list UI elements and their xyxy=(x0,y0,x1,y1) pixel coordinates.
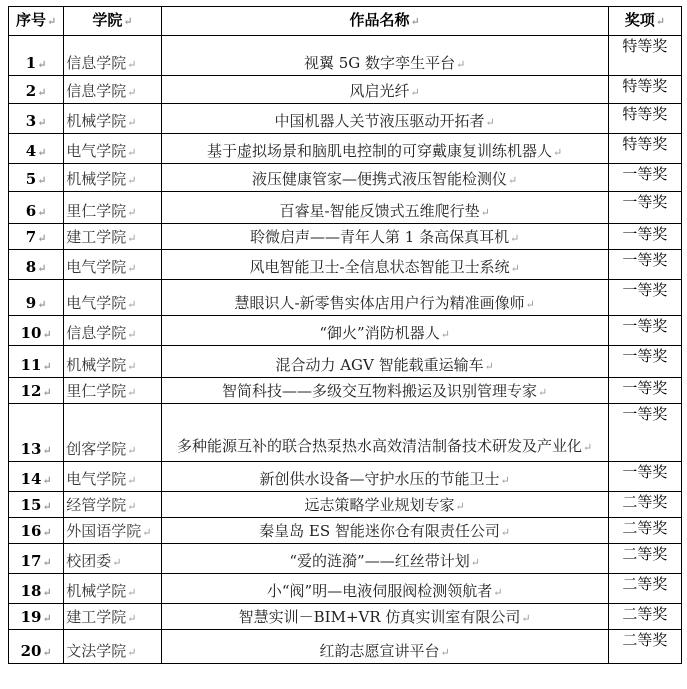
header-award xyxy=(608,7,681,36)
row-work-title: 聆微启声——青年人第 1 条高保真耳机 xyxy=(249,228,510,246)
row-number: 1 xyxy=(25,54,37,72)
paragraph-mark: ↵ xyxy=(127,500,137,513)
row-work-title: 远志策略学业规划专家 xyxy=(304,496,455,514)
table-row xyxy=(9,76,682,104)
row-number-cell xyxy=(9,604,64,630)
row-award: 二等奖 xyxy=(622,631,668,649)
row-award: 一等奖 xyxy=(622,347,668,365)
row-college-cell xyxy=(64,76,161,104)
header-work xyxy=(161,7,608,36)
row-college: 校团委 xyxy=(66,552,112,570)
paragraph-mark: ↵ xyxy=(127,86,137,99)
row-award-cell xyxy=(608,544,681,574)
row-number: 13 xyxy=(20,440,42,458)
paragraph-mark: ↵ xyxy=(42,586,52,599)
row-work-title: 慧眼识人-新零售实体店用户行为精准画像师 xyxy=(234,294,525,312)
row-number: 2 xyxy=(25,82,37,100)
paragraph-mark: ↵ xyxy=(440,328,450,341)
row-number: 3 xyxy=(25,112,37,130)
row-college: 机械学院 xyxy=(66,356,127,374)
row-number: 8 xyxy=(25,258,37,276)
header-college xyxy=(64,7,161,36)
paragraph-mark: ↵ xyxy=(42,646,52,659)
row-college: 电气学院 xyxy=(66,142,127,160)
row-number: 17 xyxy=(20,552,42,570)
paragraph-mark: ↵ xyxy=(127,174,137,187)
table-row xyxy=(9,544,682,574)
row-number-cell xyxy=(9,192,64,224)
row-number-cell xyxy=(9,346,64,378)
row-number: 20 xyxy=(20,642,42,660)
row-award: 一等奖 xyxy=(622,317,668,335)
row-work-title-cell xyxy=(161,134,608,164)
row-work-title: 风启光纤 xyxy=(349,82,410,100)
row-number-cell xyxy=(9,250,64,280)
row-award-cell xyxy=(608,76,681,104)
paragraph-mark: ↵ xyxy=(37,86,47,99)
row-award-cell xyxy=(608,378,681,404)
row-college: 建工学院 xyxy=(66,228,127,246)
row-work-title: 百睿星-智能反馈式五维爬行垫 xyxy=(279,202,480,220)
row-award: 一等奖 xyxy=(622,193,668,211)
table-row xyxy=(9,134,682,164)
paragraph-mark: ↵ xyxy=(37,206,47,219)
row-number: 5 xyxy=(25,170,37,188)
paragraph-mark: ↵ xyxy=(553,146,563,159)
paragraph-mark: ↵ xyxy=(480,206,490,219)
table-row xyxy=(9,462,682,492)
paragraph-mark: ↵ xyxy=(410,15,420,28)
row-number: 12 xyxy=(20,382,42,400)
paragraph-mark: ↵ xyxy=(127,386,137,399)
row-work-title: 风电智能卫士-全信息状态智能卫士系统 xyxy=(249,258,510,276)
paragraph-mark: ↵ xyxy=(521,612,531,625)
row-number-cell xyxy=(9,404,64,462)
table-row xyxy=(9,250,682,280)
row-number-cell xyxy=(9,492,64,518)
paragraph-mark: ↵ xyxy=(583,441,593,454)
row-college: 建工学院 xyxy=(66,608,127,626)
row-number-cell xyxy=(9,134,64,164)
row-college-cell xyxy=(64,604,161,630)
row-college: 电气学院 xyxy=(66,294,127,312)
paragraph-mark: ↵ xyxy=(127,646,137,659)
paragraph-mark: ↵ xyxy=(655,15,665,28)
paragraph-mark: ↵ xyxy=(37,298,47,311)
row-work-title-cell xyxy=(161,630,608,664)
table-row xyxy=(9,224,682,250)
row-award-cell xyxy=(608,134,681,164)
paragraph-mark: ↵ xyxy=(500,526,511,539)
row-number-cell xyxy=(9,164,64,192)
row-number-cell xyxy=(9,630,64,664)
row-work-title: 红韵志愿宣讲平台 xyxy=(319,642,440,660)
paragraph-mark: ↵ xyxy=(127,146,137,159)
row-college: 电气学院 xyxy=(66,470,127,488)
row-college: 信息学院 xyxy=(66,54,127,72)
paragraph-mark: ↵ xyxy=(127,474,137,487)
row-number: 10 xyxy=(20,324,42,342)
table-row xyxy=(9,574,682,604)
row-award-cell xyxy=(608,492,681,518)
paragraph-mark: ↵ xyxy=(127,298,137,311)
row-work-title: 智简科技——多级交互物料搬运及识别管理专家 xyxy=(222,382,538,400)
table-row xyxy=(9,192,682,224)
table-row xyxy=(9,346,682,378)
paragraph-mark: ↵ xyxy=(127,116,137,129)
row-number: 4 xyxy=(25,142,37,160)
row-work-title-cell xyxy=(161,462,608,492)
row-college: 信息学院 xyxy=(66,82,127,100)
row-award-cell xyxy=(608,462,681,492)
paragraph-mark: ↵ xyxy=(525,298,535,311)
row-work-title: “爱的涟漪”——红丝带计划 xyxy=(289,552,470,570)
paragraph-mark: ↵ xyxy=(112,556,122,569)
row-college-cell xyxy=(64,544,161,574)
row-work-title-cell xyxy=(161,104,608,134)
row-work-title-cell xyxy=(161,492,608,518)
row-number-cell xyxy=(9,76,64,104)
row-college-cell xyxy=(64,404,161,462)
row-award: 二等奖 xyxy=(622,545,668,563)
row-number: 16 xyxy=(20,522,42,540)
row-award-cell xyxy=(608,280,681,316)
header-row xyxy=(9,7,682,36)
row-award: 特等奖 xyxy=(622,77,668,95)
row-award: 一等奖 xyxy=(622,463,668,481)
row-award: 特等奖 xyxy=(622,135,668,153)
paragraph-mark: ↵ xyxy=(127,586,137,599)
row-award-cell xyxy=(608,192,681,224)
row-college-cell xyxy=(64,164,161,192)
row-award: 一等奖 xyxy=(622,281,668,299)
paragraph-mark: ↵ xyxy=(42,500,52,513)
table-row xyxy=(9,280,682,316)
row-award-cell xyxy=(608,104,681,134)
paragraph-mark: ↵ xyxy=(42,444,52,457)
table-row xyxy=(9,404,682,462)
row-work-title-cell xyxy=(161,378,608,404)
paragraph-mark: ↵ xyxy=(455,500,465,513)
row-work-title-cell xyxy=(161,164,608,192)
row-college-cell xyxy=(64,574,161,604)
paragraph-mark: ↵ xyxy=(42,526,52,539)
paragraph-mark: ↵ xyxy=(42,360,52,373)
paragraph-mark: ↵ xyxy=(37,58,47,71)
paragraph-mark: ↵ xyxy=(510,262,520,275)
row-award: 二等奖 xyxy=(622,605,668,623)
row-number-cell xyxy=(9,518,64,544)
paragraph-mark: ↵ xyxy=(123,15,133,28)
row-work-title: 秦皇岛 ES 智能迷你仓有限责任公司 xyxy=(259,522,500,540)
row-work-title-cell xyxy=(161,544,608,574)
row-college: 机械学院 xyxy=(66,112,127,130)
paragraph-mark: ↵ xyxy=(42,386,52,399)
header-work-label: 作品名称 xyxy=(349,11,410,29)
row-college-cell xyxy=(64,378,161,404)
paragraph-mark: ↵ xyxy=(37,146,47,159)
row-award-cell xyxy=(608,250,681,280)
header-no xyxy=(9,7,64,36)
row-award: 一等奖 xyxy=(622,379,668,397)
paragraph-mark: ↵ xyxy=(493,586,503,599)
row-award: 二等奖 xyxy=(622,575,668,593)
row-number: 15 xyxy=(20,496,42,514)
row-work-title: “御火”消防机器人 xyxy=(319,324,440,342)
row-award-cell xyxy=(608,346,681,378)
paragraph-mark: ↵ xyxy=(485,116,495,129)
row-college-cell xyxy=(64,630,161,664)
row-work-title-cell xyxy=(161,346,608,378)
row-work-title-cell xyxy=(161,280,608,316)
paragraph-mark: ↵ xyxy=(538,386,548,399)
row-award: 一等奖 xyxy=(622,251,668,269)
row-number-cell xyxy=(9,224,64,250)
table-row xyxy=(9,36,682,76)
paragraph-mark: ↵ xyxy=(37,116,47,129)
paragraph-mark: ↵ xyxy=(456,58,466,71)
paragraph-mark: ↵ xyxy=(127,58,137,71)
paragraph-mark: ↵ xyxy=(47,15,57,28)
table-row xyxy=(9,630,682,664)
row-award-cell xyxy=(608,574,681,604)
paragraph-mark: ↵ xyxy=(42,612,52,625)
row-work-title-cell xyxy=(161,76,608,104)
paragraph-mark: ↵ xyxy=(127,262,137,275)
row-number-cell xyxy=(9,104,64,134)
paragraph-mark: ↵ xyxy=(127,232,137,245)
row-college-cell xyxy=(64,224,161,250)
awards-table-body xyxy=(9,36,682,664)
paragraph-mark: ↵ xyxy=(37,262,47,275)
row-college-cell xyxy=(64,104,161,134)
paragraph-mark: ↵ xyxy=(42,556,52,569)
row-award-cell xyxy=(608,604,681,630)
row-award: 一等奖 xyxy=(622,225,668,243)
row-college: 里仁学院 xyxy=(66,202,127,220)
row-number-cell xyxy=(9,462,64,492)
row-college: 机械学院 xyxy=(66,582,127,600)
row-number: 19 xyxy=(20,608,42,626)
row-college: 机械学院 xyxy=(66,170,127,188)
row-award-cell xyxy=(608,164,681,192)
row-number: 6 xyxy=(25,202,37,220)
row-work-title: 视翼 5G 数字孪生平台 xyxy=(304,54,456,72)
row-work-title: 智慧实训－BIM+VR 仿真实训室有限公司 xyxy=(238,608,521,626)
header-no-label: 序号 xyxy=(16,11,47,29)
row-number: 18 xyxy=(20,582,42,600)
table-row xyxy=(9,378,682,404)
paragraph-mark: ↵ xyxy=(440,646,450,659)
paragraph-mark: ↵ xyxy=(127,360,137,373)
header-award-label: 奖项 xyxy=(624,11,655,29)
row-number-cell xyxy=(9,378,64,404)
table-row xyxy=(9,604,682,630)
row-work-title-cell xyxy=(161,404,608,462)
row-college: 电气学院 xyxy=(66,258,127,276)
table-row xyxy=(9,164,682,192)
row-college-cell xyxy=(64,192,161,224)
row-college-cell xyxy=(64,280,161,316)
row-work-title-cell xyxy=(161,192,608,224)
row-work-title-cell xyxy=(161,36,608,76)
paragraph-mark: ↵ xyxy=(410,86,420,99)
row-award-cell xyxy=(608,404,681,462)
row-number-cell xyxy=(9,316,64,346)
row-award: 特等奖 xyxy=(622,37,668,55)
row-work-title: 小“阀”明—电液伺服阀检测领航者 xyxy=(266,582,493,600)
row-college: 创客学院 xyxy=(66,440,127,458)
row-award-cell xyxy=(608,224,681,250)
paragraph-mark: ↵ xyxy=(37,232,47,245)
row-number-cell xyxy=(9,36,64,76)
header-college-label: 学院 xyxy=(92,11,123,29)
row-college: 里仁学院 xyxy=(66,382,127,400)
row-college-cell xyxy=(64,36,161,76)
row-work-title-cell xyxy=(161,316,608,346)
table-row xyxy=(9,492,682,518)
awards-table-container xyxy=(8,6,682,664)
row-work-title-cell xyxy=(161,604,608,630)
paragraph-mark: ↵ xyxy=(127,612,137,625)
row-work-title: 混合动力 AGV 智能载重运输车 xyxy=(275,356,484,374)
row-award-cell xyxy=(608,36,681,76)
row-award-cell xyxy=(608,316,681,346)
row-college-cell xyxy=(64,492,161,518)
row-college: 外国语学院 xyxy=(66,522,142,540)
row-work-title-cell xyxy=(161,574,608,604)
row-award-cell xyxy=(608,630,681,664)
row-work-title: 液压健康管家—便携式液压智能检测仪 xyxy=(252,170,508,188)
row-award: 一等奖 xyxy=(622,405,668,423)
row-award: 特等奖 xyxy=(622,105,668,123)
paragraph-mark: ↵ xyxy=(470,556,480,569)
paragraph-mark: ↵ xyxy=(127,328,137,341)
awards-table xyxy=(8,6,682,664)
row-work-title-cell xyxy=(161,250,608,280)
row-award: 二等奖 xyxy=(622,493,668,511)
paragraph-mark: ↵ xyxy=(127,206,137,219)
table-row xyxy=(9,104,682,134)
row-work-title-cell xyxy=(161,224,608,250)
row-college-cell xyxy=(64,346,161,378)
paragraph-mark: ↵ xyxy=(42,328,52,341)
row-award-cell xyxy=(608,518,681,544)
row-college: 信息学院 xyxy=(66,324,127,342)
row-number-cell xyxy=(9,544,64,574)
row-work-title-cell xyxy=(161,518,608,544)
row-number: 7 xyxy=(25,228,37,246)
row-college-cell xyxy=(64,250,161,280)
row-college-cell xyxy=(64,518,161,544)
table-row xyxy=(9,518,682,544)
paragraph-mark: ↵ xyxy=(142,526,152,539)
row-award: 二等奖 xyxy=(622,519,668,537)
table-row xyxy=(9,316,682,346)
row-college-cell xyxy=(64,462,161,492)
paragraph-mark: ↵ xyxy=(500,474,510,487)
row-work-title: 基于虚拟场景和脑肌电控制的可穿戴康复训练机器人 xyxy=(207,142,553,160)
row-number: 11 xyxy=(20,356,42,374)
row-college-cell xyxy=(64,316,161,346)
row-award: 一等奖 xyxy=(622,165,668,183)
row-number-cell xyxy=(9,280,64,316)
row-work-title: 新创供水设备—守护水压的节能卫士 xyxy=(259,470,500,488)
row-college: 文法学院 xyxy=(66,642,127,660)
row-work-title: 多种能源互补的联合热泵热水高效清洁制备技术研发及产业化 xyxy=(177,437,583,455)
paragraph-mark: ↵ xyxy=(484,360,494,373)
paragraph-mark: ↵ xyxy=(37,174,47,187)
row-college: 经管学院 xyxy=(66,496,127,514)
row-number: 9 xyxy=(25,294,37,312)
row-number-cell xyxy=(9,574,64,604)
row-work-title: 中国机器人关节液压驱动开拓者 xyxy=(274,112,485,130)
paragraph-mark: ↵ xyxy=(510,232,520,245)
paragraph-mark: ↵ xyxy=(127,444,137,457)
row-number: 14 xyxy=(20,470,42,488)
row-college-cell xyxy=(64,134,161,164)
paragraph-mark: ↵ xyxy=(508,174,518,187)
paragraph-mark: ↵ xyxy=(42,474,52,487)
